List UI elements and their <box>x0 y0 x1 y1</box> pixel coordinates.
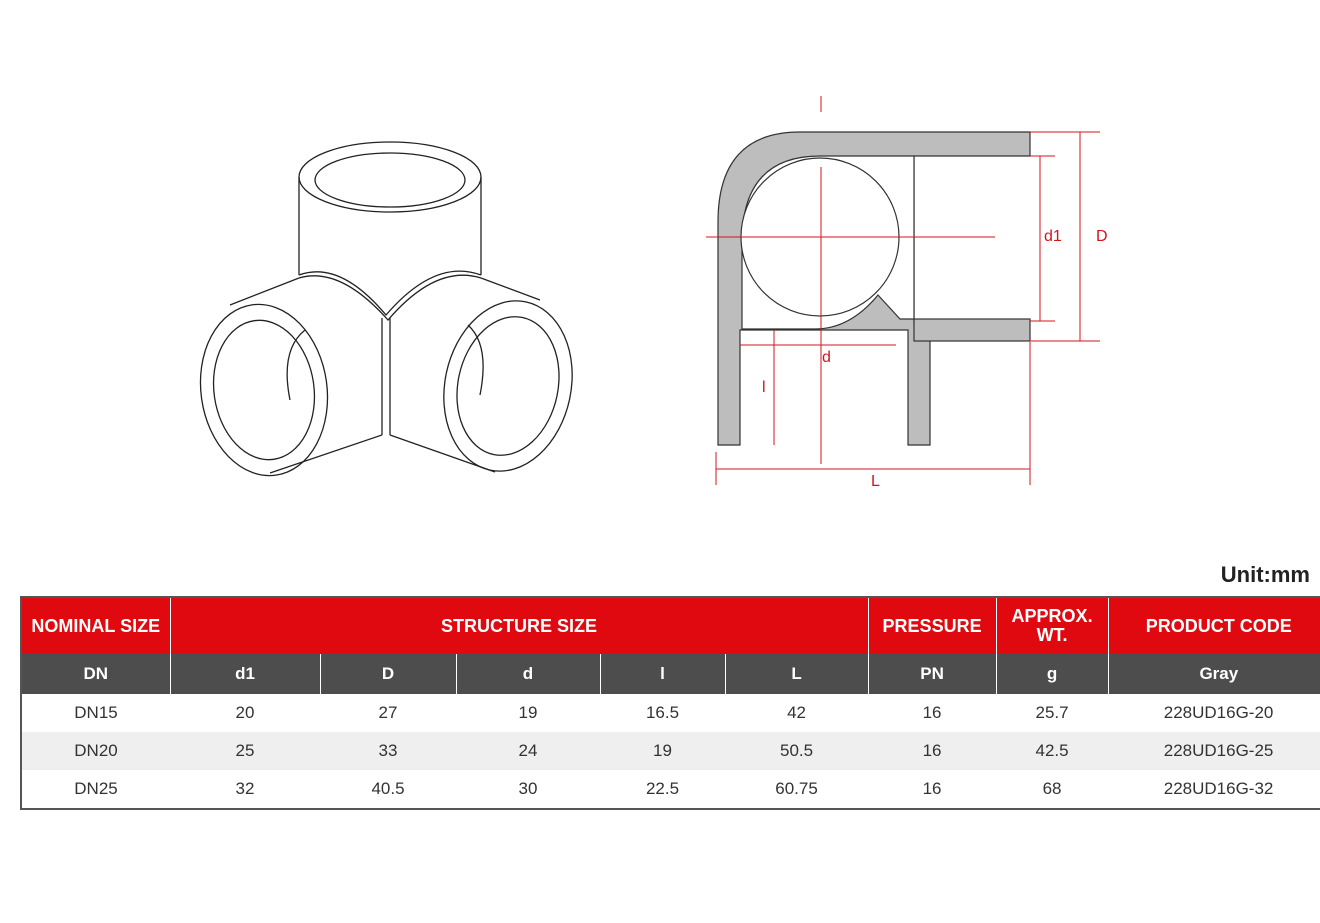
dim-label-d: d <box>822 349 831 366</box>
table-cell: 42 <box>787 703 806 722</box>
table-cell: 228UD16G-20 <box>1163 703 1274 722</box>
subheader-g: g <box>996 654 1108 694</box>
table-cell: 19 <box>600 732 725 770</box>
subheader-L: L <box>725 654 868 694</box>
subheader-pn: PN <box>868 654 996 694</box>
dim-label-D: D <box>1096 228 1108 245</box>
subheader-l: l <box>600 654 725 694</box>
table-cell: 68 <box>1042 779 1062 798</box>
table-cell: 16.5 <box>645 703 680 722</box>
header-pressure: PRESSURE <box>868 597 996 654</box>
table-cell: 40.5 <box>371 779 405 798</box>
table-row <box>21 770 1320 809</box>
header-nominal-size: NOMINAL SIZE <box>21 597 170 654</box>
table-cell: DN20 <box>21 732 170 770</box>
table-cell: 22.5 <box>645 779 680 798</box>
table-cell: DN25 <box>74 779 118 798</box>
subheader-gray: Gray <box>1108 654 1320 694</box>
table-cell: 16 <box>922 703 942 722</box>
subheader-D: D <box>320 654 456 694</box>
dim-label-d1: d1 <box>1044 228 1062 245</box>
table-cell: 42.5 <box>996 732 1108 770</box>
table-cell: 25.7 <box>1035 703 1069 722</box>
subheader-d: d <box>456 654 600 694</box>
group-header-row <box>21 597 1320 654</box>
unit-label: Unit:mm <box>1220 562 1310 587</box>
spec-table <box>20 596 1320 810</box>
table-cell: 33 <box>320 732 456 770</box>
header-product-code: PRODUCT CODE <box>1108 597 1320 654</box>
subheader-dn: DN <box>21 654 170 694</box>
table-cell: 30 <box>518 779 538 798</box>
table-cell: 16 <box>922 779 942 798</box>
table-row <box>21 732 1320 770</box>
table-cell: 228UD16G-25 <box>1108 732 1320 770</box>
table-row <box>21 694 1320 732</box>
table-cell: 24 <box>456 732 600 770</box>
table-cell: 50.5 <box>725 732 868 770</box>
table-cell: 27 <box>378 703 398 722</box>
table-cell: 25 <box>170 732 320 770</box>
dim-label-L: L <box>871 473 880 490</box>
section-view-drawing <box>700 92 1130 502</box>
table-cell: 32 <box>235 779 255 798</box>
subheader-d1: d1 <box>170 654 320 694</box>
table-cell: 228UD16G-32 <box>1163 779 1274 798</box>
isometric-fitting-drawing <box>190 140 590 485</box>
header-approx-weight: APPROX. WT. <box>996 597 1108 654</box>
table-cell: 20 <box>235 703 255 722</box>
dim-label-l: l <box>762 379 766 396</box>
table-cell: 60.75 <box>775 779 818 798</box>
header-structure-size: STRUCTURE SIZE <box>170 597 868 654</box>
sub-header-row <box>21 654 1320 694</box>
table-cell: 16 <box>868 732 996 770</box>
table-cell: 19 <box>518 703 538 722</box>
table-cell: DN15 <box>74 703 118 722</box>
